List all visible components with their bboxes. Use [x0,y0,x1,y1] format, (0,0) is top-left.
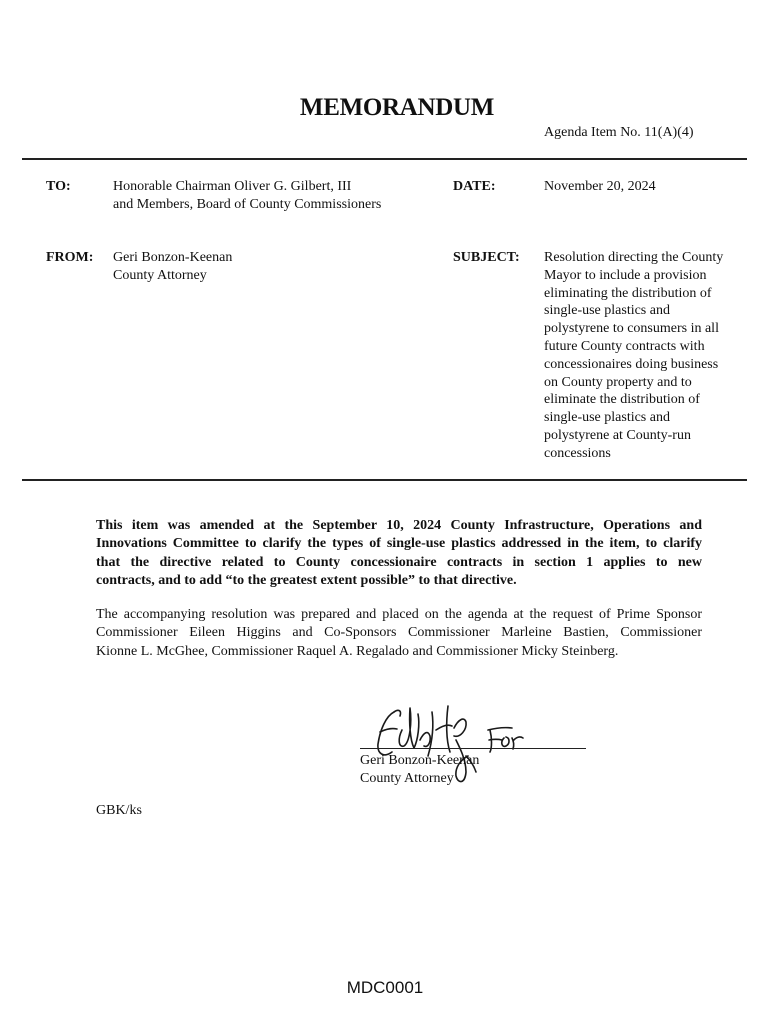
amendment-paragraph [96,517,702,590]
date-label: DATE: [453,179,496,194]
subject-line: Mayor to include a provision [544,267,707,283]
date-value: November 20, 2024 [544,179,656,194]
subject-line: Resolution directing the County [544,250,724,265]
signatory-name: Geri Bonzon-Keenan [360,753,480,768]
agenda-item-number: Agenda Item No. 11(A)(4) [544,125,694,140]
top-divider [22,158,747,160]
memo-title: MEMORANDUM [299,94,495,121]
subject-line: single-use plastics and [544,410,670,426]
signatory-title: County Attorney [360,770,454,786]
to-label: TO: [46,179,71,194]
sponsor-paragraph [96,606,702,661]
subject-label: SUBJECT: [453,250,520,265]
amendment-line: This item was amended at the September 10, 2024 County Infrastructure, Operations and [96,518,702,533]
amendment-line: Innovations Committee to clarify the types of single-use plastics addressed in the item, to clarify [96,536,702,552]
subject-line: eliminating the distribution of [544,285,712,301]
from-value [113,249,232,285]
subject-line: polystyrene at County-run [544,427,691,443]
subject-line: polystyrene to consumers in all [544,321,719,337]
sponsor-line: Kionne L. McGhee, Commissioner Raquel A. Regalado and Commissioner Micky Steinberg. [96,643,619,659]
signatory-block [360,752,479,787]
from-line: Geri Bonzon-Keenan [113,250,233,265]
middle-divider [22,479,747,481]
signature-line [360,748,586,749]
subject-line: single-use plastics and [544,303,670,319]
subject-line: future County contracts with [544,338,705,354]
subject-line: on County property and to [544,374,692,390]
to-value [113,178,381,214]
amendment-line: contracts, and to add “to the greatest extent possible” to that directive. [96,572,517,588]
sponsor-line: Commissioner Eileen Higgins and Co-Sponsors Commissioner Marleine Bastien, Commissioner [96,625,702,641]
to-line: Honorable Chairman Oliver G. Gilbert, III [113,179,352,194]
subject-value [544,249,723,463]
subject-line: eliminate the distribution of [544,392,700,408]
subject-line: concessions [544,445,611,461]
to-line: and Members, Board of County Commissioners [113,196,382,212]
sponsor-line: The accompanying resolution was prepared and placed on the agenda at the request of Prime Sponsor [96,607,702,622]
amendment-line: that the directive related to County concessionaire contracts in section 1 applies to new [96,554,702,570]
document-id-footer: MDC0001 [346,978,424,997]
typist-initials: GBK/ks [96,803,142,818]
from-line: County Attorney [113,267,207,283]
from-label: FROM: [46,250,94,265]
subject-line: concessionaires doing business [544,356,719,372]
